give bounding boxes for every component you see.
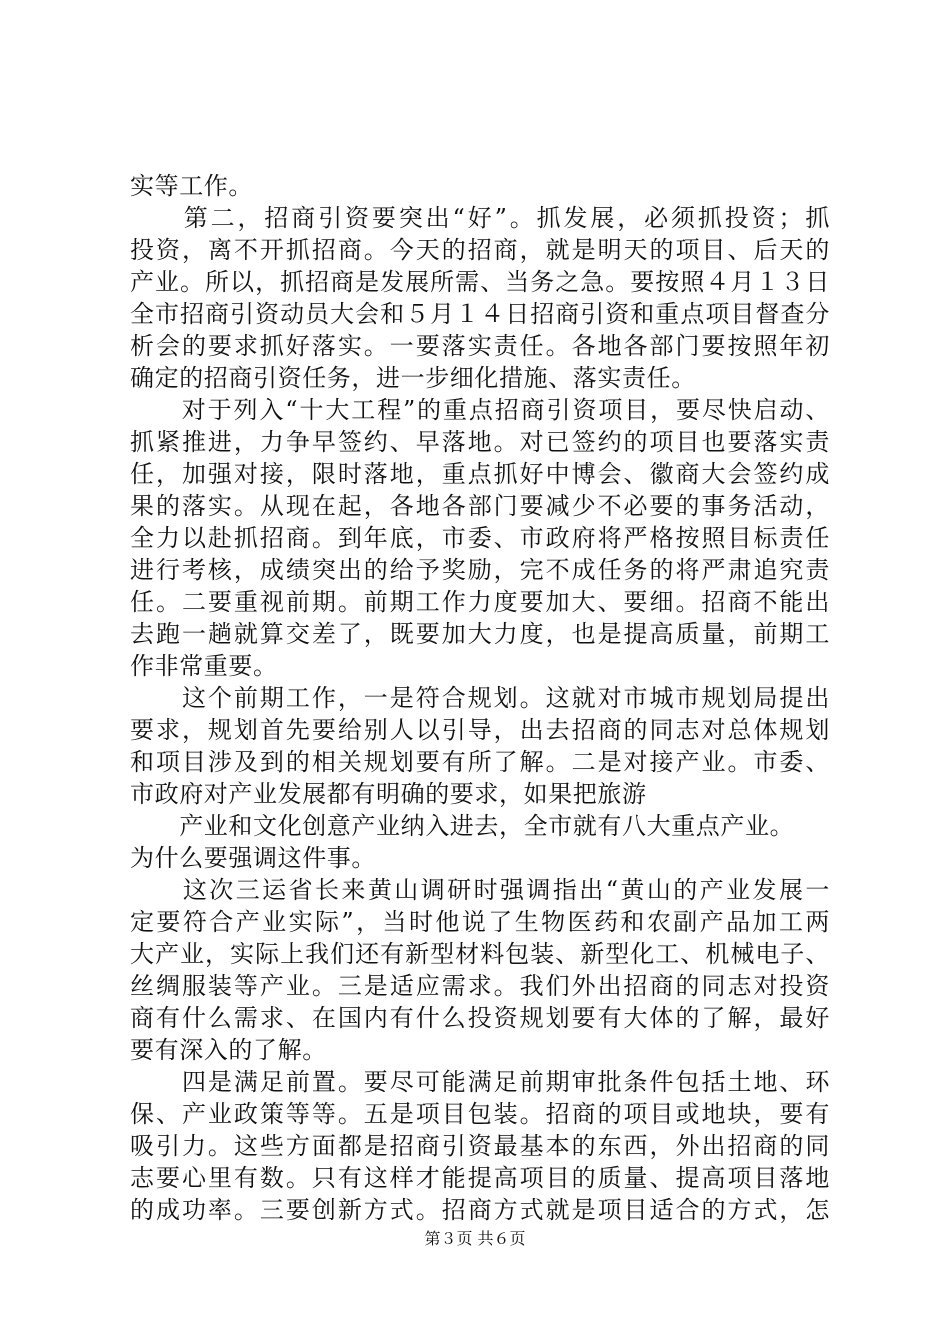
text-line: 实等工作。 xyxy=(130,172,253,200)
text-line: 这次三运省长来黄山调研时强调指出“黄山的产业发展一 xyxy=(130,876,830,904)
text-line: 果的落实。从现在起，各地各部门要减少不必要的事务活动， xyxy=(130,492,830,520)
text-line: 保、产业政策等等。五是项目包装。招商的项目或地块，要有 xyxy=(130,1100,830,1128)
text-line: 作非常重要。 xyxy=(130,652,278,680)
text-line: 为什么要强调这件事。 xyxy=(130,844,376,872)
text-line: 第二，招商引资要突出“好”。抓发展，必须抓投资；抓 xyxy=(130,204,830,232)
text-line: 去跑一趟就算交差了，既要加大力度，也是提高质量，前期工 xyxy=(130,620,830,648)
text-line: 大产业，实际上我们还有新型材料包装、新型化工、机械电子、 xyxy=(130,940,830,968)
text-line: 任，加强对接，限时落地，重点抓好中博会、徽商大会签约成 xyxy=(130,460,830,488)
text-line: 全市招商引资动员大会和５月１４日招商引资和重点项目督查分 xyxy=(130,300,830,328)
text-line: 进行考核，成绩突出的给予奖励，完不成任务的将严肃追究责 xyxy=(130,556,830,584)
text-line: 投资，离不开抓招商。今天的招商，就是明天的项目、后天的 xyxy=(130,236,830,264)
text-line: 和项目涉及到的相关规划要有所了解。二是对接产业。市委、 xyxy=(130,748,830,776)
text-line: 市政府对产业发展都有明确的要求，如果把旅游 xyxy=(130,780,647,808)
text-line: 要有深入的了解。 xyxy=(130,1036,327,1064)
text-line: 四是满足前置。要尽可能满足前期审批条件包括土地、环 xyxy=(130,1068,830,1096)
text-line: 产业。所以，抓招商是发展所需、当务之急。要按照４月１３日 xyxy=(130,268,830,296)
text-line: 对于列入“十大工程”的重点招商引资项目，要尽快启动、 xyxy=(130,396,830,424)
text-line: 定要符合产业实际”，当时他说了生物医药和农副产品加工两 xyxy=(130,908,830,936)
text-line: 析会的要求抓好落实。一要落实责任。各地各部门要按照年初 xyxy=(130,332,830,360)
text-line: 的成功率。三要创新方式。招商方式就是项目适合的方式，怎 xyxy=(130,1196,830,1224)
text-line: 抓紧推进，力争早签约、早落地。对已签约的项目也要落实责 xyxy=(130,428,830,456)
text-line: 任。二要重视前期。前期工作力度要加大、要细。招商不能出 xyxy=(130,588,830,616)
text-line: 全力以赴抓招商。到年底，市委、市政府将严格按照目标责任 xyxy=(130,524,830,552)
text-line: 吸引力。这些方面都是招商引资最基本的东西，外出招商的同 xyxy=(130,1132,830,1160)
document-body xyxy=(130,170,830,1226)
text-line: 产业和文化创意产业纳入进去，全市就有八大重点产业。 xyxy=(130,812,795,840)
text-line: 商有什么需求、在国内有什么投资规划要有大体的了解，最好 xyxy=(130,1004,830,1032)
page-number: 第３页 共６页 xyxy=(424,1229,526,1248)
text-line: 确定的招商引资任务，进一步细化措施、落实责任。 xyxy=(130,364,696,392)
text-line: 志要心里有数。只有这样才能提高项目的质量、提高项目落地 xyxy=(130,1164,830,1192)
text-line: 丝绸服装等产业。三是适应需求。我们外出招商的同志对投资 xyxy=(130,972,830,1000)
text-line: 这个前期工作，一是符合规划。这就对市城市规划局提出 xyxy=(130,684,830,712)
text-line: 要求，规划首先要给别人以引导，出去招商的同志对总体规划 xyxy=(130,716,830,744)
